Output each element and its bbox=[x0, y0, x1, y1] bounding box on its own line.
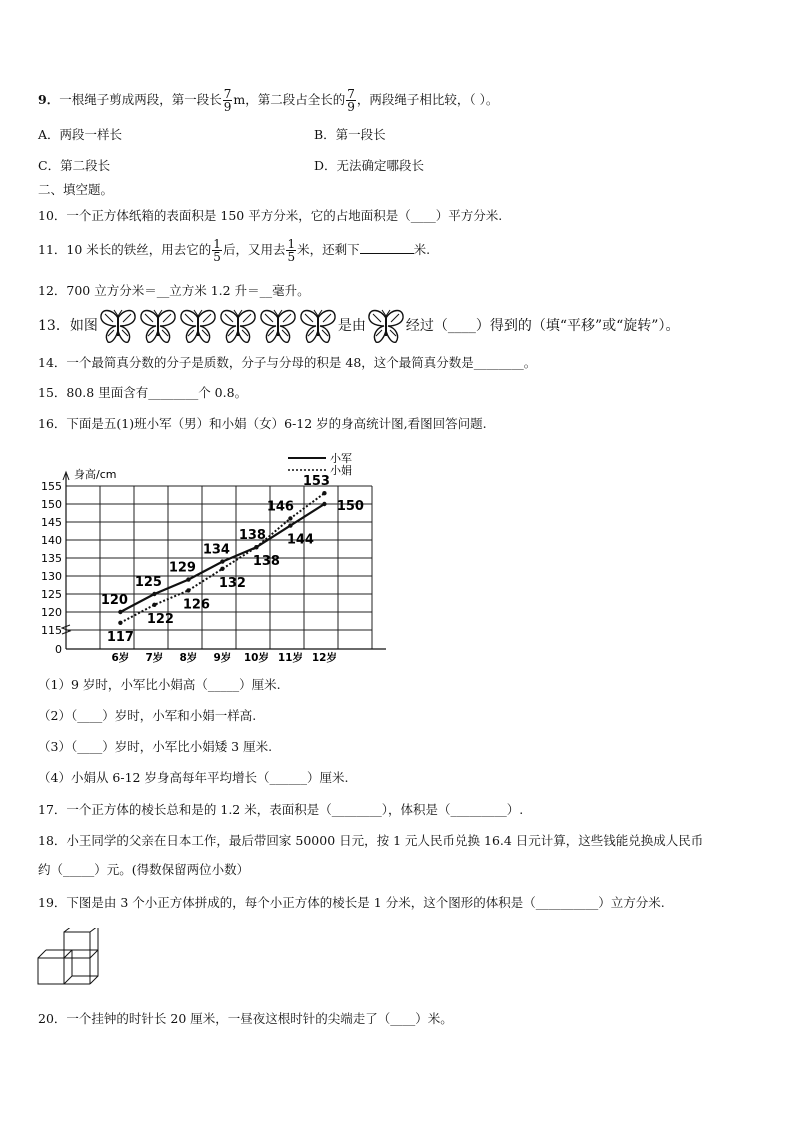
x-tick-label: 10岁 bbox=[243, 652, 269, 664]
option-a: A．两段一样长 bbox=[38, 127, 123, 142]
question-11: 11．10 米长的铁丝，用去它的 $\frac{1}{5}$ 后，又用去 $\frac{1}{5}$ 米，还剩下 米. bbox=[38, 237, 431, 264]
point-xiaojuan bbox=[288, 516, 292, 520]
point-xiaojun bbox=[322, 502, 326, 506]
y-tick-label: 130 bbox=[41, 570, 62, 583]
butterfly-icon bbox=[258, 306, 298, 346]
question-12: 12．700 立方分米＝__立方米 1.2 升＝__毫升。 bbox=[38, 283, 310, 298]
butterfly-icon bbox=[138, 306, 178, 346]
data-label-xiaojuan: 117 bbox=[106, 629, 134, 645]
data-label-xiaojuan: 126 bbox=[182, 597, 210, 613]
x-tick-label: 6岁 bbox=[111, 652, 130, 664]
point-xiaojuan bbox=[118, 621, 122, 625]
data-label-xiaojuan: 132 bbox=[218, 575, 246, 591]
y-tick-label: 135 bbox=[41, 552, 62, 565]
y-tick-label: 150 bbox=[41, 498, 62, 511]
point-xiaojuan bbox=[254, 545, 258, 549]
data-label-xiaojuan: 146 bbox=[266, 499, 294, 515]
question-19: 19．下图是由 3 个小正方体拼成的，每个小正方体的棱长是 1 分米，这个图形的体积是（__________）立方分米. bbox=[38, 895, 665, 910]
butterfly-icon bbox=[218, 306, 258, 346]
butterfly-single bbox=[366, 318, 406, 334]
data-label-xiaojun: 129 bbox=[168, 560, 196, 576]
question-16: 16．下面是五(1)班小军（男）和小娟（女）6-12 岁的身高统计图,看图回答问题. bbox=[38, 416, 487, 431]
question-16-3: （3）（____）岁时，小军比小娟矮 3 厘米. bbox=[38, 739, 273, 754]
section-title: 二、填空题。 bbox=[38, 182, 114, 197]
question-20: 20．一个挂钟的时针长 20 厘米，一昼夜这根时针的尖端走了（____）米。 bbox=[38, 1011, 453, 1026]
data-label-xiaojun: 125 bbox=[134, 575, 162, 590]
height-line-chart bbox=[30, 452, 390, 667]
data-label-xiaojuan: 153 bbox=[302, 474, 330, 490]
point-xiaojuan bbox=[220, 567, 224, 571]
data-label-xiaojun: 120 bbox=[100, 593, 128, 608]
legend-label-xiaojuan: 小娟 bbox=[330, 464, 352, 477]
point-xiaojun bbox=[220, 559, 224, 563]
question-14: 14．一个最简真分数的分子是质数，分子与分母的积是 48，这个最简真分数是________。 bbox=[38, 355, 537, 370]
question-17: 17．一个正方体的棱长总和是的 1.2 米，表面积是（________），体积是（_________）. bbox=[38, 802, 524, 817]
option-b: B．第一段长 bbox=[314, 127, 386, 142]
question-16-1: （1）9 岁时，小军比小娟高（_____）厘米. bbox=[38, 677, 281, 692]
point-xiaojun bbox=[288, 523, 292, 527]
question-16-4: （4）小娟从 6-12 岁身高每年平均增长（______）厘米. bbox=[38, 770, 349, 785]
y-tick-label: 140 bbox=[41, 534, 62, 547]
butterfly-icon bbox=[298, 306, 338, 346]
question-13: 13．如图 是由 经过（____）得到的（填“平移”或“旋转”）。 bbox=[38, 306, 679, 346]
point-xiaojun bbox=[118, 610, 122, 614]
x-tick-label: 7岁 bbox=[145, 652, 164, 664]
question-16-2: （2）（____）岁时，小军和小娟一样高. bbox=[38, 708, 257, 723]
fraction: $\frac{7}{9}$ bbox=[223, 87, 232, 114]
butterfly-icon bbox=[366, 306, 406, 346]
fraction: $\frac{7}{9}$ bbox=[347, 87, 355, 114]
question-18-line1: 18．小王同学的父亲在日本工作，最后带回家 50000 日元，按 1 元人民币兑换 16.4 日元计算，这些钱能兑换成人民币 bbox=[38, 833, 704, 848]
butterfly-icon bbox=[98, 306, 138, 346]
point-xiaojun bbox=[152, 592, 156, 596]
x-tick-label: 12岁 bbox=[311, 652, 337, 664]
point-xiaojuan bbox=[322, 491, 326, 495]
data-label-xiaojun: 138 bbox=[238, 528, 266, 544]
y-tick-label: 0 bbox=[55, 643, 62, 656]
data-label-xiaojuan: 122 bbox=[146, 611, 174, 627]
question-9: 9．一根绳子剪成两段，第一段长 $\frac{7}{9}$ m，第二段占全长的 $\frac{7}{9}$ ，两段绳子相比较，（ ）。 bbox=[38, 87, 499, 114]
point-xiaojuan bbox=[186, 588, 190, 592]
question-18-line2: 约（_____）元。(得数保留两位小数） bbox=[38, 862, 250, 877]
x-tick-label: 8岁 bbox=[179, 652, 198, 664]
point-xiaojuan bbox=[152, 603, 156, 607]
data-label-xiaojun: 144 bbox=[286, 532, 314, 548]
question-10: 10．一个正方体纸箱的表面积是 150 平方分米，它的占地面积是（____）平方分米. bbox=[38, 208, 503, 223]
y-tick-label: 125 bbox=[41, 588, 62, 601]
y-tick-label: 145 bbox=[41, 516, 62, 529]
y-axis-label: 身高/cm bbox=[74, 468, 117, 481]
option-c: C．第二段长 bbox=[38, 158, 111, 173]
x-tick-label: 9岁 bbox=[213, 652, 232, 664]
y-tick-label: 120 bbox=[41, 606, 62, 619]
data-label-xiaojuan: 138 bbox=[252, 554, 280, 570]
legend-label-xiaojun: 小军 bbox=[330, 452, 352, 465]
fraction: $\frac{1}{5}$ bbox=[287, 237, 296, 264]
data-label-xiaojun: 150 bbox=[336, 499, 364, 514]
option-d: D．无法确定哪段长 bbox=[314, 158, 425, 173]
question-15: 15．80.8 里面含有________个 0.8。 bbox=[38, 385, 248, 400]
cubes-figure bbox=[36, 928, 106, 988]
y-tick-label: 115 bbox=[41, 624, 62, 637]
data-label-xiaojun: 134 bbox=[202, 542, 230, 558]
x-tick-label: 11岁 bbox=[277, 652, 303, 664]
point-xiaojun bbox=[186, 577, 190, 581]
butterfly-icon bbox=[178, 306, 218, 346]
fraction: $\frac{1}{5}$ bbox=[213, 237, 221, 264]
answer-blank bbox=[360, 241, 414, 254]
y-tick-label: 155 bbox=[41, 480, 62, 493]
butterfly-row bbox=[98, 318, 338, 334]
